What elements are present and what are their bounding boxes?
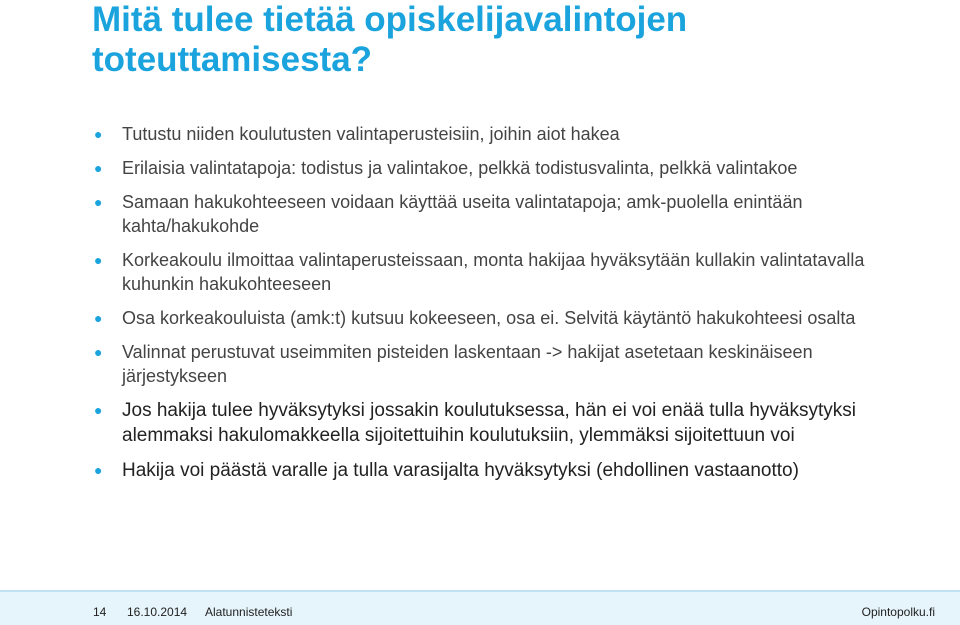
bullet-item: [92, 458, 912, 483]
footer-text: Alatunnisteteksti: [205, 605, 293, 619]
footer-page-number: 14: [93, 605, 107, 619]
slide-title: Mitä tulee tietää opiskelijavalintojen toteuttamisesta?: [92, 0, 688, 79]
bullet-item: [92, 248, 912, 296]
bullet-text: Erilaisia valintatapoja: todistus ja valintakoe, pelkkä todistusvalinta, pelkkä valintakoe: [122, 158, 798, 178]
bullet-text: Valinnat perustuvat useimmiten pisteiden laskentaan -> hakijat asetetaan keskinäiseen järjestykseen: [122, 342, 813, 386]
bullet-text: Korkeakoulu ilmoittaa valintaperusteissaan, monta hakijaa hyväksytään kullakin valintatavalla kuhunkin hakukohteeseen: [122, 250, 865, 294]
bullet-item: [92, 156, 912, 180]
bullet-dot-icon: ●: [94, 310, 103, 326]
bullet-item: [92, 398, 912, 448]
bullet-item: [92, 122, 912, 146]
bullet-text: Jos hakija tulee hyväksytyksi jossakin koulutuksessa, hän ei voi enää tulla hyväksytyksi alemmaksi hakulomakkeella sijoitettuihin koulutuksiin, ylemmäksi sijoitettuun voi: [122, 400, 856, 446]
bullet-dot-icon: ●: [94, 126, 103, 142]
bullet-text: Hakija voi päästä varalle ja tulla varasijalta hyväksytyksi (ehdollinen vastaanotto): [122, 460, 799, 481]
bullet-text: Osa korkeakouluista (amk:t) kutsuu kokeeseen, osa ei. Selvitä käytäntö hakukohteesi osalta: [122, 308, 856, 328]
footer-brand: Opintopolku.fi: [861, 605, 935, 619]
footer-divider: [0, 590, 960, 592]
bullet-text: Tutustu niiden koulutusten valintaperusteisiin, joihin aiot hakea: [122, 124, 620, 144]
bullet-dot-icon: ●: [94, 160, 103, 176]
bullet-list: [92, 122, 912, 493]
bullet-dot-icon: ●: [94, 462, 103, 478]
bullet-dot-icon: ●: [94, 402, 103, 418]
bullet-item: [92, 190, 912, 238]
bullet-item: [92, 306, 912, 330]
bullet-item: [92, 340, 912, 388]
bullet-dot-icon: ●: [94, 194, 103, 210]
bullet-dot-icon: ●: [94, 344, 103, 360]
bullet-text: Samaan hakukohteeseen voidaan käyttää useita valintatapoja; amk-puolella enintään kahta/hakukohde: [122, 192, 803, 236]
bullet-dot-icon: ●: [94, 252, 103, 268]
footer-date: 16.10.2014: [127, 605, 188, 619]
